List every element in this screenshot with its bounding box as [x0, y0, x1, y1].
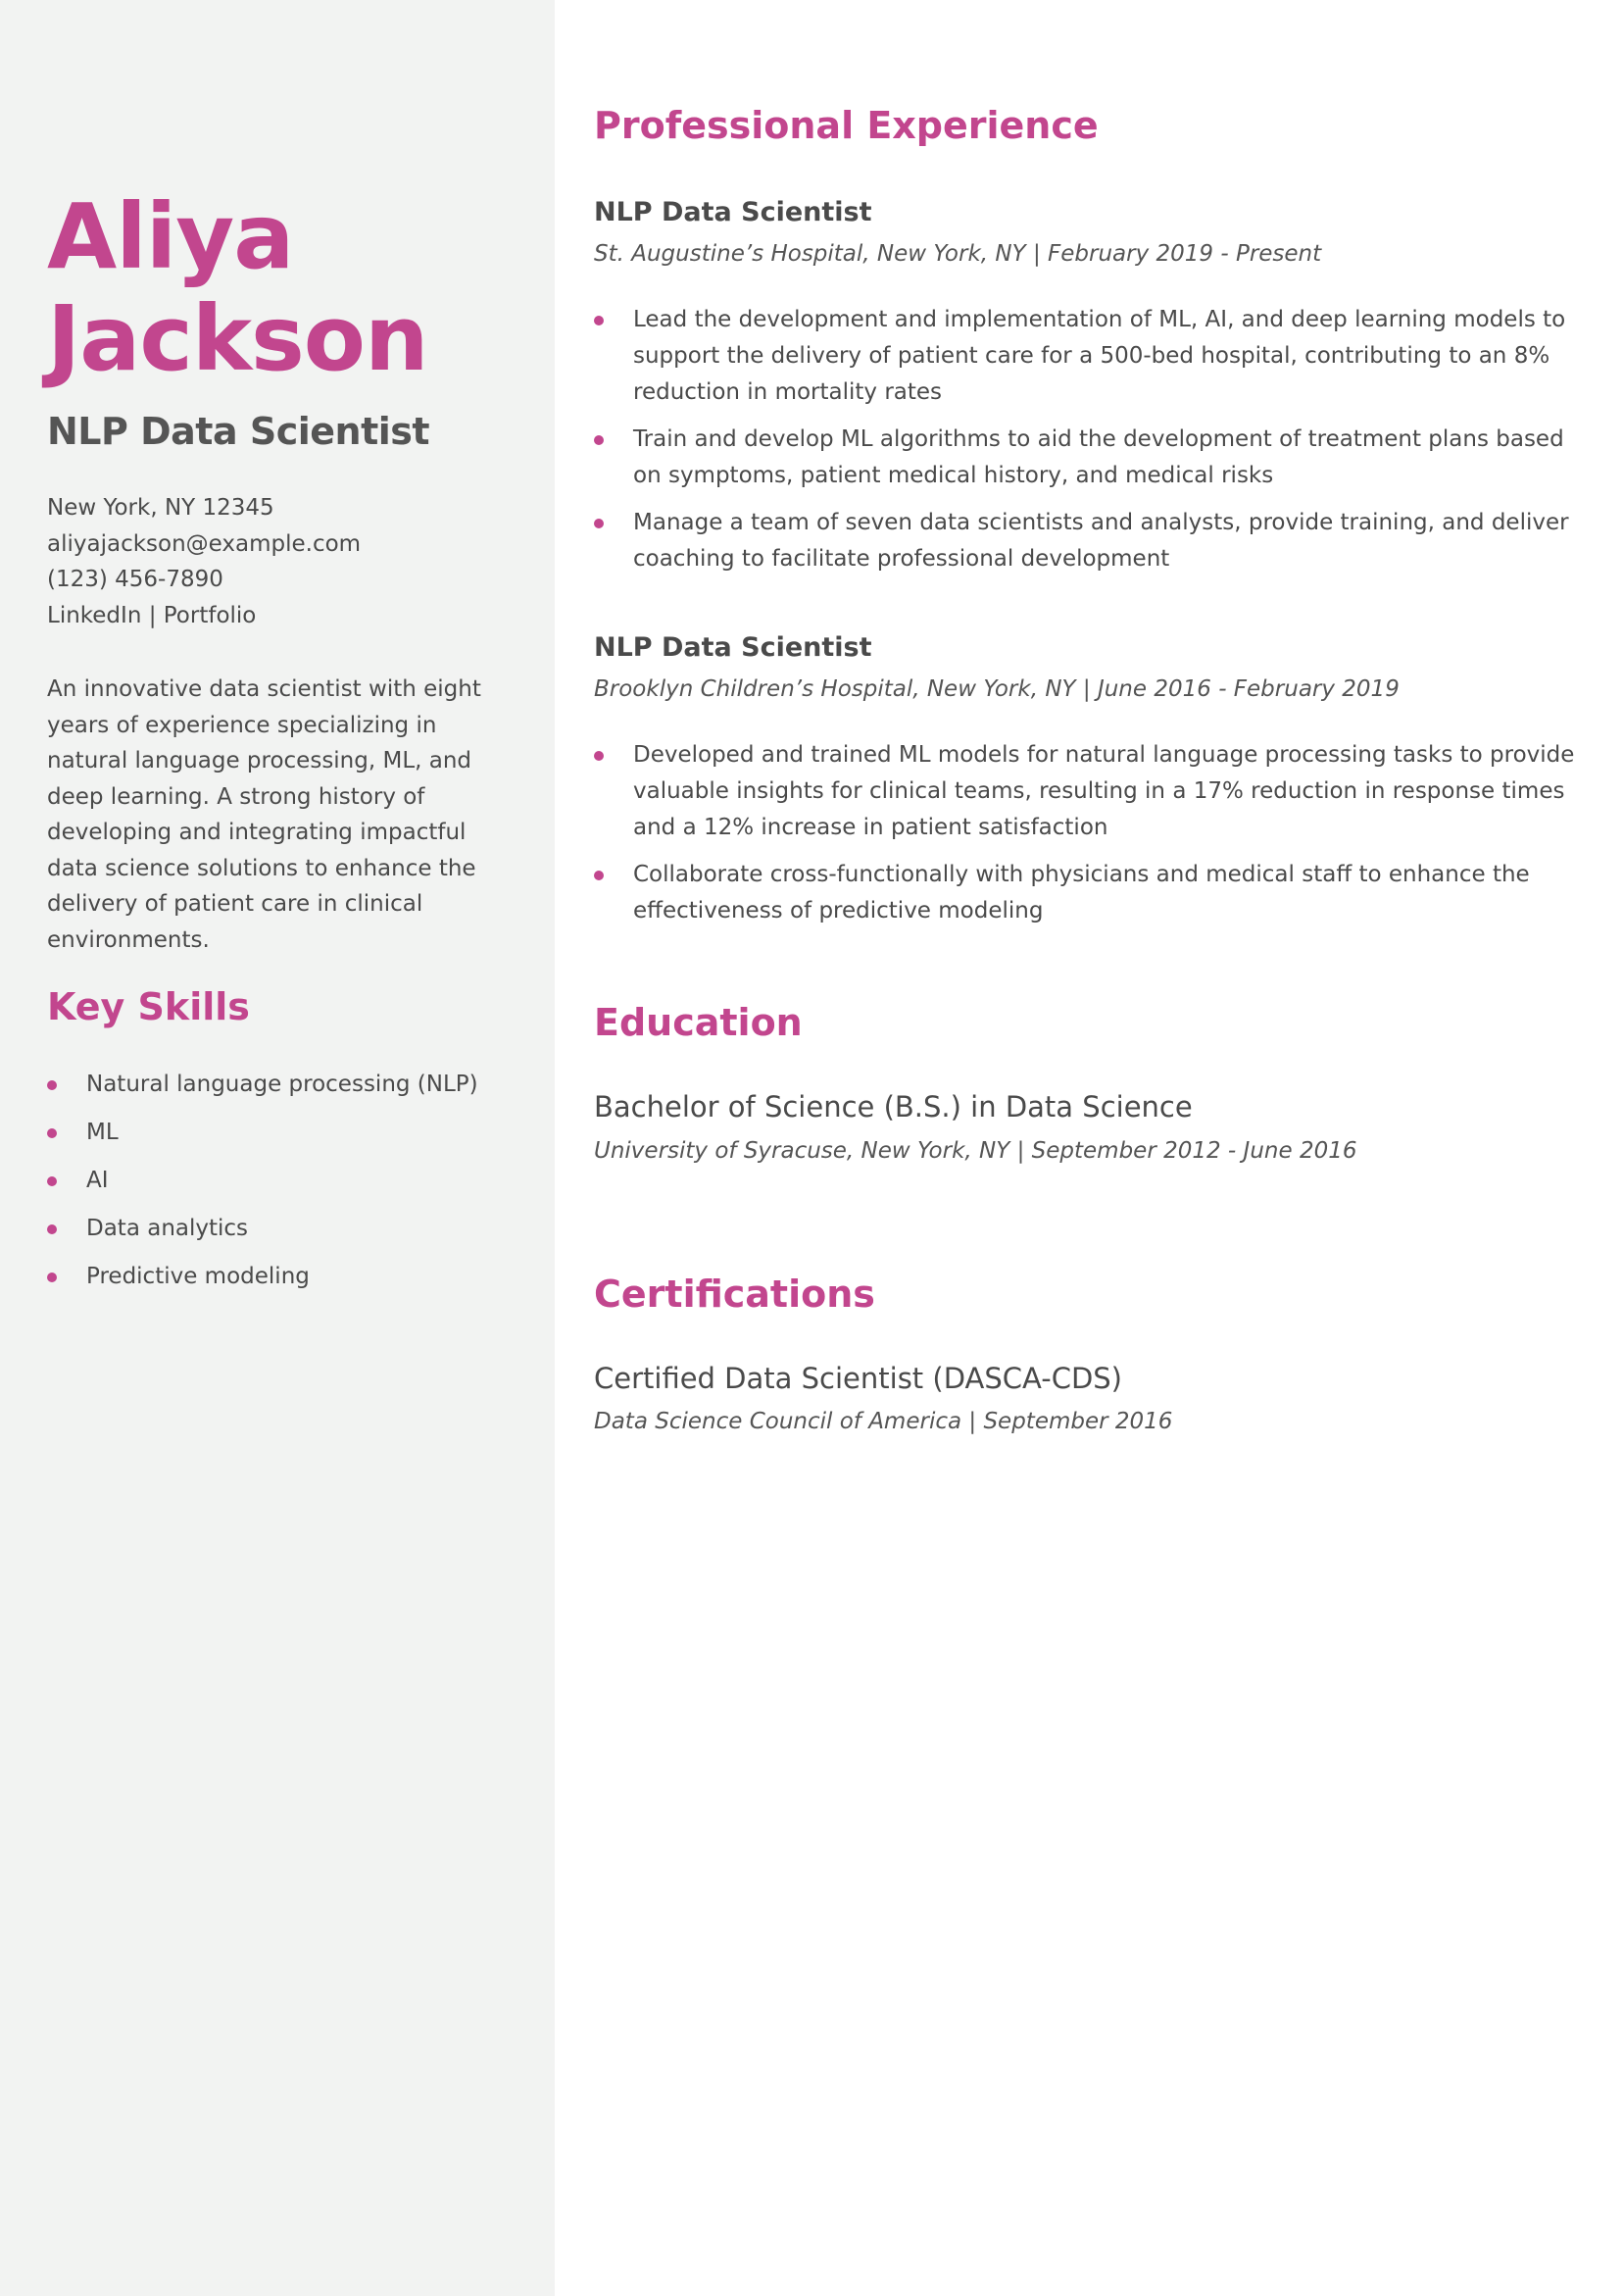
bullet-icon — [594, 519, 604, 528]
main-content — [555, 0, 1623, 2296]
skills-heading: Key Skills — [47, 985, 250, 1028]
bullet-icon — [47, 1128, 57, 1138]
certification-meta: Data Science Council of America | September 2016 — [594, 1409, 1173, 1434]
job-2-meta: Brooklyn Children’s Hospital, New York, NY | June 2016 - February 2019 — [594, 676, 1400, 702]
address: New York, NY 12345 — [47, 495, 274, 521]
job-point-text: Train and develop ML algorithms to aid the development of treatment plans based on symptoms, patient medical history, and medical risks — [633, 426, 1564, 488]
skills-list — [47, 1070, 478, 1310]
bullet-icon — [47, 1080, 57, 1090]
certification-name: Certified Data Scientist (DASCA-CDS) — [594, 1362, 1122, 1395]
bullet-icon — [47, 1273, 57, 1282]
skill-label: Data analytics — [86, 1216, 249, 1241]
skill-label: Natural language processing (NLP) — [86, 1072, 478, 1097]
skill-label: ML — [86, 1120, 119, 1145]
job-point — [594, 302, 1584, 411]
last-name: Jackson — [47, 286, 428, 391]
phone: (123) 456-7890 — [47, 567, 223, 592]
job-point — [594, 422, 1584, 494]
profile-links: LinkedIn | Portfolio — [47, 602, 257, 628]
candidate-name — [47, 186, 428, 390]
bullet-icon — [594, 435, 604, 445]
skill-item — [47, 1262, 478, 1310]
bullet-icon — [594, 316, 604, 325]
bullet-icon — [594, 751, 604, 761]
skill-item — [47, 1070, 478, 1118]
bullet-icon — [47, 1176, 57, 1186]
education-meta: University of Syracuse, New York, NY | September 2012 - June 2016 — [594, 1138, 1357, 1164]
job-1-meta: St. Augustine’s Hospital, New York, NY | February 2019 - Present — [594, 241, 1322, 267]
experience-heading: Professional Experience — [594, 104, 1099, 147]
skill-item — [47, 1214, 478, 1262]
job-point-text: Collaborate cross-functionally with physicians and medical staff to enhance the effectiveness of predictive modeling — [633, 862, 1530, 923]
first-name: Aliya — [47, 184, 294, 289]
skill-label: AI — [86, 1168, 109, 1193]
skill-item — [47, 1166, 478, 1214]
job-1-points — [594, 302, 1584, 588]
skill-label: Predictive modeling — [86, 1264, 310, 1289]
sidebar — [0, 0, 555, 2296]
job-2-points — [594, 737, 1584, 940]
education-heading: Education — [594, 1001, 803, 1044]
job-point-text: Lead the development and implementation of ML, AI, and deep learning models to support the delivery of patient care for a 500-bed hospital, contributing to an 8% reduction in mortality rates — [633, 307, 1566, 405]
job-point-text: Manage a team of seven data scientists and analysts, provide training, and deliver coaching to facilitate professional development — [633, 510, 1569, 572]
degree-title: Bachelor of Science (B.S.) in Data Science — [594, 1090, 1193, 1123]
job-point-text: Developed and trained ML models for natural language processing tasks to provide valuable insights for clinical teams, resulting in a 17% reduction in response times and a 12% increase in patient satisfaction — [633, 742, 1575, 840]
job-title: NLP Data Scientist — [47, 410, 430, 453]
certifications-heading: Certifications — [594, 1273, 875, 1316]
job-point — [594, 505, 1584, 577]
skill-item — [47, 1118, 478, 1166]
job-point — [594, 857, 1584, 929]
job-point — [594, 737, 1584, 846]
bullet-icon — [594, 871, 604, 880]
bullet-icon — [47, 1224, 57, 1234]
summary: An innovative data scientist with eight years of experience specializing in natural language processing, ML, and deep learning. A strong history of developing and integrating impactful data science solutions to enhance the delivery of patient care in clinical environments. — [47, 676, 481, 953]
email: aliyajackson@example.com — [47, 530, 362, 557]
job-1-title: NLP Data Scientist — [594, 197, 872, 227]
job-2-title: NLP Data Scientist — [594, 632, 872, 663]
contact-info — [47, 490, 361, 633]
